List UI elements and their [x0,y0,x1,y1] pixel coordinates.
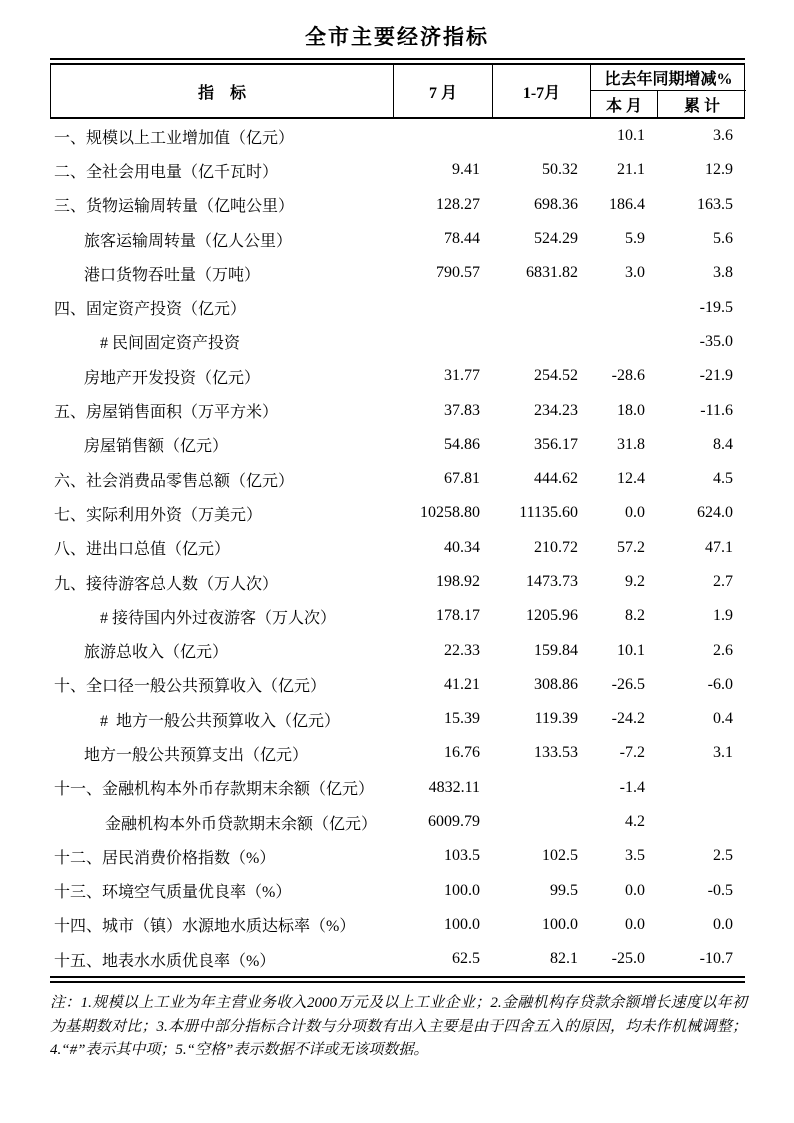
indicator-label: 十二、居民消费价格指数（%） [54,849,276,867]
value-jan-jul: 99.5 [550,881,578,899]
indicator-label: 金融机构本外币贷款期末余额（亿元） [105,815,378,833]
page-title: 全市主要经济指标 [305,26,489,49]
value-july: 198.92 [436,573,480,590]
value-yoy-month: 9.2 [625,573,645,590]
value-jan-jul: 11135.60 [519,504,578,522]
value-july: 54.86 [444,435,480,453]
indicator-label: # 地方一般公共预算收入（亿元） [100,712,341,730]
value-yoy-month: 12.4 [617,470,645,488]
value-yoy-month: 4.2 [625,813,645,831]
value-jan-jul: 119.39 [534,710,578,728]
table-row [50,462,745,496]
indicator-label: 十、全口径一般公共预算收入（亿元） [54,678,327,696]
value-yoy-cum: 624.0 [697,504,733,522]
indicator-label: 三、货物运输周转量（亿吨公里） [54,198,295,216]
value-yoy-month: 0.0 [625,915,645,933]
value-yoy-month: -25.0 [611,950,645,968]
value-yoy-month: -24.2 [611,710,645,728]
value-jan-jul: 159.84 [534,641,578,659]
value-yoy-cum: 5.6 [713,230,733,248]
table-row [50,736,745,770]
table-row [50,188,745,222]
value-july: 31.77 [444,367,480,385]
value-yoy-cum: 3.8 [713,264,733,282]
value-yoy-cum: -10.7 [699,950,733,968]
value-yoy-cum: 2.7 [713,573,733,590]
value-jan-jul: 356.17 [534,435,578,453]
header-july: 7 月 [394,65,493,117]
indicator-label: 六、社会消费品零售总额（亿元） [54,472,295,490]
table-row [50,839,745,873]
value-july: 78.44 [444,230,480,248]
value-yoy-cum: -19.5 [699,298,733,316]
value-yoy-cum: 0.0 [713,915,733,933]
table-row [50,908,745,942]
table-row [50,256,745,290]
indicator-label: 五、房屋销售面积（万平方米） [54,404,279,422]
value-july: 128.27 [436,195,480,213]
indicator-label: 房地产开发投资（亿元） [84,369,261,387]
table-row [50,668,745,702]
table-row [50,119,745,153]
indicator-label: 旅游总收入（亿元） [84,644,229,662]
indicator-label: 十四、城市（镇）水源地水质达标率（%） [54,918,356,936]
table-row [50,599,745,633]
indicator-label: 旅客运输周转量（亿人公里） [84,232,293,250]
value-yoy-month: 3.0 [625,264,645,282]
value-jan-jul: 82.1 [550,950,578,968]
table-row [50,428,745,462]
value-july: 4832.11 [428,778,480,796]
value-jan-jul: 102.5 [542,847,578,865]
value-july: 790.57 [436,264,480,282]
value-july: 6009.79 [428,813,480,831]
value-july: 178.17 [436,607,480,625]
indicator-label: 二、全社会用电量（亿千瓦时） [54,163,279,181]
value-yoy-cum: -0.5 [707,881,733,899]
table-header [50,65,745,119]
value-yoy-cum: 2.6 [713,641,733,659]
value-yoy-month: 57.2 [617,538,645,556]
indicator-label: 八、进出口总值（亿元） [54,541,231,559]
indicator-label: # 民间固定资产投资 [100,335,241,353]
table-row [50,325,745,359]
value-july: 9.41 [452,161,480,179]
value-yoy-cum: 47.1 [705,538,733,556]
value-yoy-cum: 163.5 [697,195,733,213]
table-top-double-rule [50,58,745,65]
header-yoy-group: 比去年同期增减% [591,65,746,91]
indicator-label: 港口货物吞吐量（万吨） [84,266,261,284]
value-jan-jul: 1205.96 [526,607,578,625]
indicator-label: 一、规模以上工业增加值（亿元） [54,129,295,147]
indicator-label: 十三、环境空气质量优良率（%） [54,884,292,902]
value-jan-jul: 254.52 [534,367,578,385]
value-yoy-month: 10.1 [617,127,645,145]
value-yoy-cum: 1.9 [713,607,733,625]
value-jan-jul: 210.72 [534,538,578,556]
value-yoy-cum: -35.0 [699,332,733,350]
indicator-label: 房屋销售额（亿元） [84,438,229,456]
value-yoy-month: 21.1 [617,161,645,179]
value-july: 40.34 [444,538,480,556]
table-row [50,359,745,393]
value-july: 41.21 [444,675,480,693]
value-yoy-cum: 2.5 [713,847,733,865]
table-row [50,531,745,565]
value-jan-jul: 50.32 [542,161,578,179]
table-row [50,153,745,187]
value-yoy-cum: 3.1 [713,744,733,762]
value-yoy-month: -26.5 [611,675,645,693]
value-jan-jul: 308.86 [534,675,578,693]
value-yoy-cum: 8.4 [713,435,733,453]
value-july: 67.81 [444,470,480,488]
value-yoy-cum: 4.5 [713,470,733,488]
value-jan-jul: 1473.73 [526,573,578,590]
table-body [50,119,745,976]
table-row [50,496,745,530]
value-jan-jul: 133.53 [534,744,578,762]
value-july: 100.0 [444,915,480,933]
table-row [50,633,745,667]
value-yoy-month: 10.1 [617,641,645,659]
value-yoy-month: 0.0 [625,881,645,899]
value-yoy-cum: -21.9 [699,367,733,385]
value-yoy-month: 18.0 [617,401,645,419]
value-yoy-month: 3.5 [625,847,645,865]
value-july: 15.39 [444,710,480,728]
value-july: 103.5 [444,847,480,865]
value-yoy-month: 0.0 [625,504,645,522]
value-yoy-month: -7.2 [619,744,645,762]
table-row [50,702,745,736]
table-row [50,565,745,599]
value-yoy-month: -1.4 [619,778,645,796]
indicator-label: 地方一般公共预算支出（亿元） [84,746,309,764]
header-jan-jul: 1-7月 [493,65,591,117]
indicator-label: 十一、金融机构本外币存款期末余额（亿元） [54,781,375,799]
value-july: 16.76 [444,744,480,762]
value-july: 22.33 [444,641,480,659]
table-row [50,290,745,324]
value-yoy-month: 186.4 [609,195,645,213]
indicator-label: 七、实际利用外资（万美元） [54,506,263,524]
indicator-label: # 接待国内外过夜游客（万人次） [100,609,337,627]
value-july: 100.0 [444,881,480,899]
value-yoy-month: 5.9 [625,230,645,248]
indicator-label: 四、固定资产投资（亿元） [54,301,247,319]
value-yoy-month: 8.2 [625,607,645,625]
value-jan-jul: 234.23 [534,401,578,419]
value-jan-jul: 698.36 [534,195,578,213]
value-yoy-cum: -6.0 [707,675,733,693]
table-bottom-double-rule [50,976,745,983]
value-yoy-cum: -11.6 [700,401,733,419]
header-indicator: 指 标 [51,65,394,117]
header-yoy-cumulative: 累 计 [683,97,720,115]
value-jan-jul: 524.29 [534,230,578,248]
indicators-table [50,58,745,983]
value-yoy-month: 31.8 [617,435,645,453]
indicator-label: 十五、地表水水质优良率（%） [54,952,276,970]
indicator-label: 九、接待游客总人数（万人次） [54,575,279,593]
value-july: 37.83 [444,401,480,419]
table-row [50,222,745,256]
value-jan-jul: 100.0 [542,915,578,933]
value-july: 62.5 [452,950,480,968]
table-row [50,942,745,976]
table-row [50,874,745,908]
table-row [50,771,745,805]
footnote: 注：1.规模以上工业为年主营业务收入2000万元及以上工业企业；2.金融机构存贷款余额增长速度以年初为基期数对比；3.本册中部分指标合计数与分项数有出入主要是由于四舍五入的原因，均未作机械调整；4.“#”表示其中项；5.“空格”表示数据不详或无该项数据。 [50,995,747,1058]
value-yoy-cum: 12.9 [705,161,733,179]
value-yoy-cum: 0.4 [713,710,733,728]
value-jan-jul: 6831.82 [526,264,578,282]
table-row [50,805,745,839]
value-jan-jul: 444.62 [534,470,578,488]
header-yoy-month: 本 月 [591,91,658,117]
value-yoy-month: -28.6 [611,367,645,385]
value-july: 10258.80 [420,504,480,522]
table-row [50,393,745,427]
value-yoy-cum: 3.6 [713,127,733,145]
